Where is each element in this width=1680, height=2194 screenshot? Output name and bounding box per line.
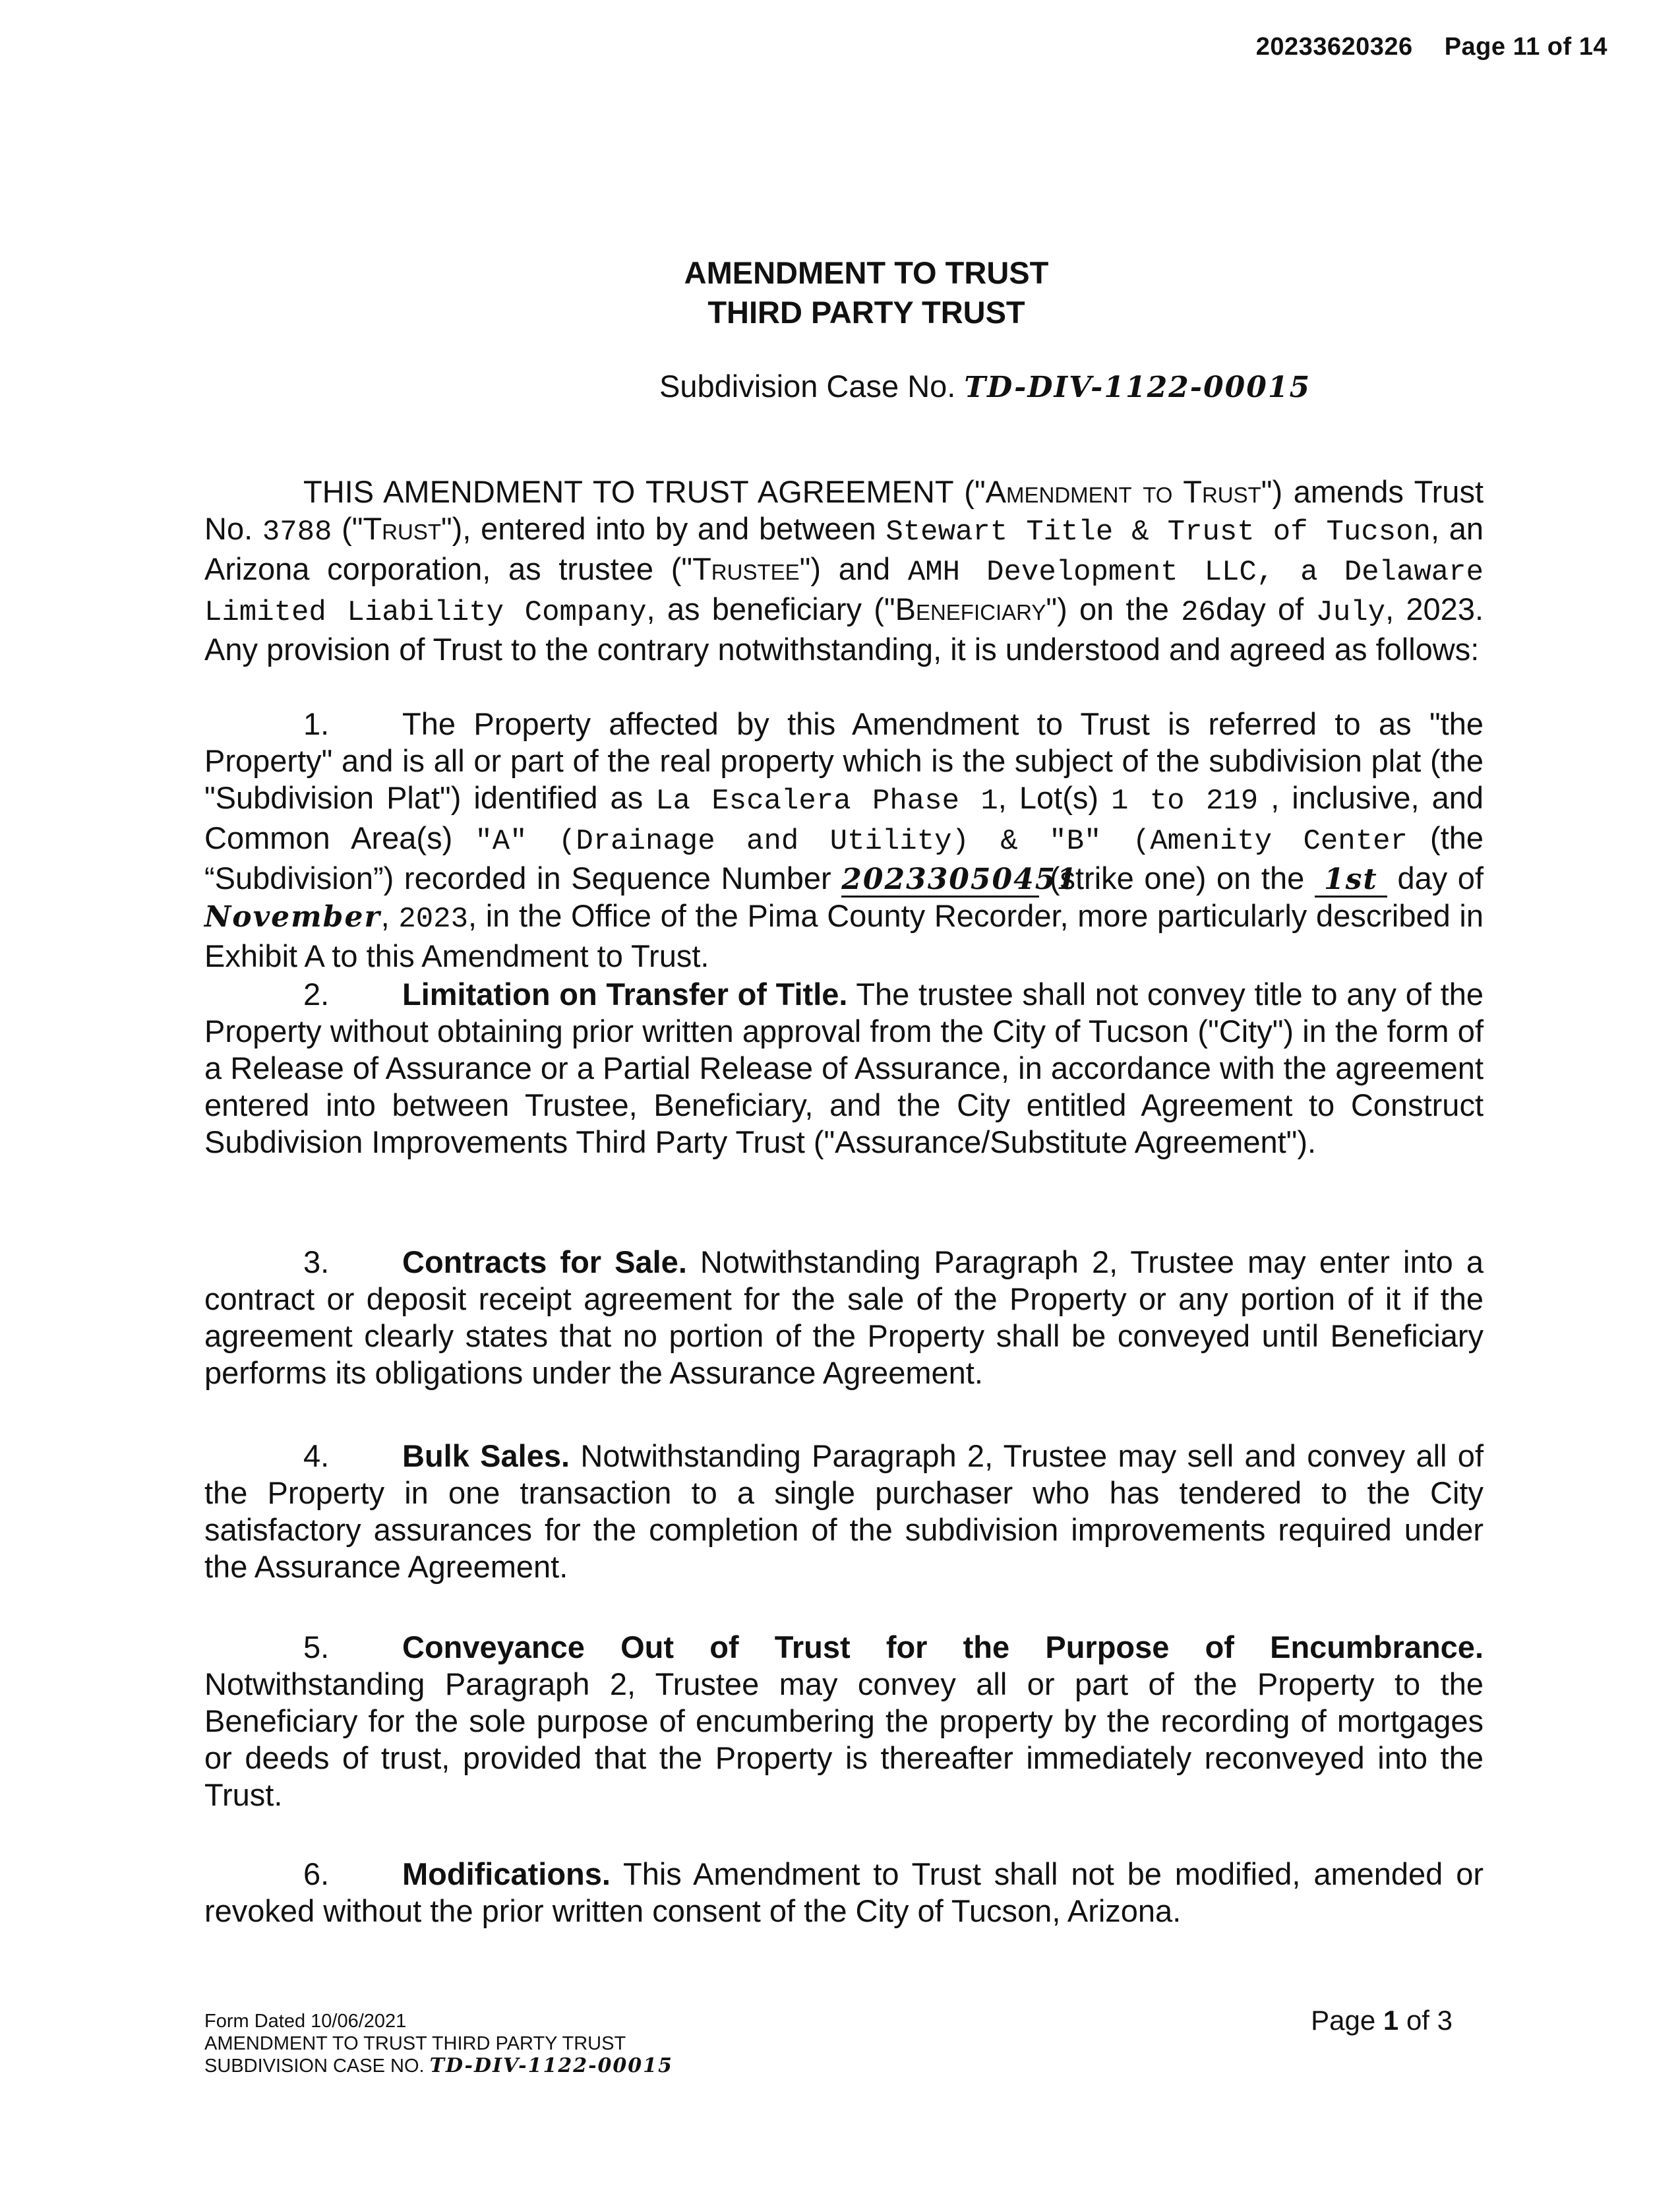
paragraph-3: [204, 1244, 1484, 1391]
paragraph-1: 1. The Property affected by this Amendment to Trust is referred to as "the Property" and is all or part of the real property which is the subject of the subdivision plat (the "Subdivision Plat") identified as La Escalera Phase 1, Lot(s) 1 to 219 , inclusive, and Common Area(s) "A" (Drainage and Utility) & "B" (Amenity Center (the “Subdivision”) recorded in Sequence Number 20233050451 (strike one) on the 1st day of November, 2023, in the Office of the Pima County Recorder, more particularly described in Exhibit A to this Amendment to Trust.: [204, 706, 1484, 973]
paragraph-number: 5.: [303, 1630, 330, 1664]
paragraph-text: This Amendment to Trust shall not be modified, amended or revoked without the prior written consent of the City of Tucson, Arizona.: [204, 1856, 1484, 1928]
beneficiary-name: AMH Development LLC, a Delaware Limited Liability Company: [204, 556, 1484, 629]
paragraph-6: [204, 1856, 1484, 1930]
agreement-month: July: [1315, 596, 1386, 629]
paragraph-heading: Limitation on Transfer of Title.: [402, 977, 848, 1012]
paragraph-heading: Contracts for Sale.: [402, 1244, 687, 1279]
title-line-2: THIRD PARTY TRUST: [707, 295, 1025, 330]
page-number: Page 1 of 3: [1311, 2005, 1453, 2036]
common-areas: "A" (Drainage and Utility) & "B" (Amenity Center: [475, 825, 1408, 858]
agreement-year: 2023: [1406, 592, 1475, 626]
recording-page-label: Page 11 of 14: [1444, 33, 1607, 61]
paragraph-number: 3.: [303, 1244, 330, 1279]
document-title: [0, 253, 1680, 332]
paragraph-4: [204, 1438, 1484, 1585]
form-title: AMENDMENT TO TRUST THIRD PARTY TRUST: [204, 2033, 626, 2054]
case-number-line: [659, 368, 1311, 404]
form-case-line: SUBDIVISION CASE NO. TD-DIV-1122-00015: [204, 2054, 673, 2077]
paragraph-number: 6.: [303, 1856, 330, 1891]
paragraph-number: 4.: [303, 1438, 330, 1473]
title-line-1: AMENDMENT TO TRUST: [684, 255, 1049, 290]
lots-range: 1 to 219: [1111, 785, 1259, 818]
paragraph-2: [204, 976, 1484, 1161]
trustee-name: Stewart Title & Trust of Tucson: [885, 516, 1431, 549]
paragraph-heading: Bulk Sales.: [402, 1438, 570, 1473]
sequence-number-handwritten: 20233050451: [841, 863, 1079, 896]
footer-case-handwritten: TD-DIV-1122-00015: [429, 2054, 673, 2077]
defined-term-amendment: Amendment to Trust: [985, 474, 1261, 509]
subdivision-name: La Escalera Phase 1: [655, 785, 998, 818]
page-number-current: 1: [1383, 2005, 1399, 2036]
paragraph-text: Notwithstanding Paragraph 2, Trustee may enter into a contract or deposit receipt agreement for the sale of the Property or any portion of it if the agreement clearly states that no portion of the Property shall be conveyed until Beneficiary performs its obligations under the Assurance Agreement.: [204, 1244, 1484, 1390]
paragraph-number: 1.: [303, 706, 330, 741]
recording-header: [1256, 33, 1607, 61]
paragraph-text: Notwithstanding Paragraph 2, Trustee may convey all or part of the Property to the Beneficiary for the sole purpose of encumbering the property by the recording of mortgages or deeds of trust, provided that the Property is thereafter immediately reconveyed into the Trust.: [204, 1666, 1484, 1812]
paragraph-number: 2.: [303, 977, 330, 1012]
form-footer: [204, 2010, 673, 2077]
defined-term-trust: Trust: [363, 511, 441, 546]
recorded-day-handwritten: 1st: [1315, 864, 1387, 898]
trust-number: 3788: [262, 516, 332, 549]
paragraph-5: [204, 1629, 1484, 1813]
paragraph-text: The trustee shall not convey title to any of the Property without obtaining prior written approval from the City of Tucson ("City") in the form of a Release of Assurance or a Partial Release of Assurance, in accordance with the agreement entered into between Trustee, Beneficiary, and the City entitled Agreement to Construct Subdivision Improvements Third Party Trust ("Assurance/Substitute Agreement").: [204, 977, 1484, 1159]
paragraph-heading: Conveyance Out of Trust for the Purpose of Encumbrance.: [402, 1630, 1484, 1664]
recorded-month-handwritten: November: [204, 900, 381, 934]
case-number-label: Subdivision Case No.: [659, 369, 956, 404]
defined-term-beneficiary: Beneficiary: [895, 592, 1046, 626]
intro-paragraph: THIS AMENDMENT TO TRUST AGREEMENT ("Amendment to Trust") amends Trust No. 3788 ("Trust"), entered into by and between Stewart Title & Trust of Tucson, an Arizona corporation, as trustee ("Trustee") and AMH Development LLC, a Delaware Limited Liability Company, as beneficiary ("Beneficiary") on the 26day of July, 2023. Any provision of Trust to the contrary notwithstanding, it is understood and agreed as follows:: [204, 474, 1484, 667]
defined-term-trustee: Trustee: [692, 551, 800, 586]
form-date: Form Dated 10/06/2021: [204, 2011, 407, 2032]
paragraph-heading: Modifications.: [402, 1856, 611, 1891]
case-number-handwritten: TD-DIV-1122-00015: [964, 371, 1311, 404]
agreement-day: 26: [1181, 596, 1216, 629]
recorded-year: 2023: [398, 903, 468, 936]
paragraph-text: Notwithstanding Paragraph 2, Trustee may sell and convey all of the Property in one transaction to a single purchaser who has tendered to the City satisfactory assurances for the completion of the subdivision improvements required under the Assurance Agreement.: [204, 1438, 1484, 1584]
recording-number: 20233620326: [1255, 33, 1413, 61]
